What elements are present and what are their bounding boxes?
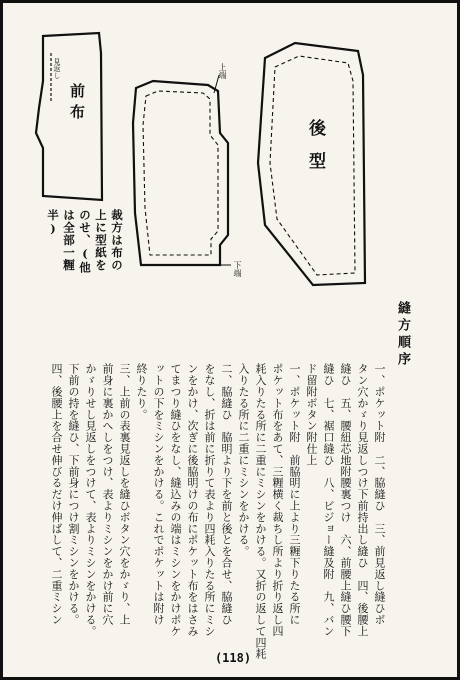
- text-line: ンをかけ、次ぎに後脇明けの布にポケット布をはさみ: [186, 363, 199, 637]
- bottom-edge-label: 下端: [233, 261, 242, 277]
- cutting-note: 裁方は布の上に型紙をのせ、(他は全部一糎半): [46, 209, 124, 274]
- text-line: をなし、折は前に折りて表より四耗入りたる所にミシ: [203, 363, 216, 637]
- text-line: ットの下をミシンをかける。これでポケットは附け: [152, 363, 165, 626]
- section-heading: 縫方順序: [395, 301, 410, 369]
- text-line: 耗入りたる所に二重にミシンをかける。又折の返して四耗: [254, 363, 267, 660]
- text-line: 前身に裏かへしをつけ、表よりミシンをかけ前に穴: [101, 363, 114, 626]
- center-pattern-piece: [133, 81, 228, 265]
- top-edge-label: 上端: [218, 63, 227, 79]
- text-line: タン穴かゞり見返しつけ下前持出し縫ひ 四、後腰上: [356, 363, 369, 637]
- text-line: ド留附ボタン附仕上: [305, 363, 318, 466]
- text-line: 入りたる所に二重にミシンをかける。: [237, 363, 250, 557]
- front-piece-label: 前布: [68, 83, 86, 125]
- back-piece-label: 後型: [305, 119, 325, 185]
- text-line: 三、上前の表裏見返しを縫ひボタン穴をかゞり、上: [118, 363, 131, 626]
- text-line: 終りたり。: [135, 363, 148, 420]
- text-line: てまつり縫ひをなし、縫込みの端はミシンをかけポケ: [169, 363, 182, 637]
- text-line: 下前の持を縫ひ、下前身につけ割ミシンをかける。: [67, 363, 80, 626]
- text-line: 四、後腰上を合せ伸びるだけ伸ばして、二重ミシン: [50, 363, 63, 626]
- text-line: 一、ポケット附 二、脇縫ひ 三、前見返し縫ひボ: [373, 363, 386, 626]
- text-line: 縫ひ 五、腰紐芯地附腰裏つけ 六、前腰上縫ひ腰下: [339, 363, 352, 637]
- front-facing-label: 見返し: [53, 58, 61, 79]
- text-line: 二、脇縫ひ 脇明より下を前と後とを合せ、脇縫ひ: [220, 363, 233, 626]
- center-seam-allowance: [143, 91, 218, 255]
- text-line: 縫ひ 七、裾口縫ひ 八、ビジョー縫及附 九、バン: [322, 363, 335, 637]
- text-line: ポケット布をあて、三糎横く裁ちし所より折り返し四: [271, 363, 284, 637]
- text-line: 一、ポケット附 前脇明に上より三糎下りたる所に: [288, 363, 301, 626]
- text-line: かゞりせし見返しをつけて、表よりミシンをかける。: [84, 363, 97, 637]
- page-number: (118): [214, 651, 252, 665]
